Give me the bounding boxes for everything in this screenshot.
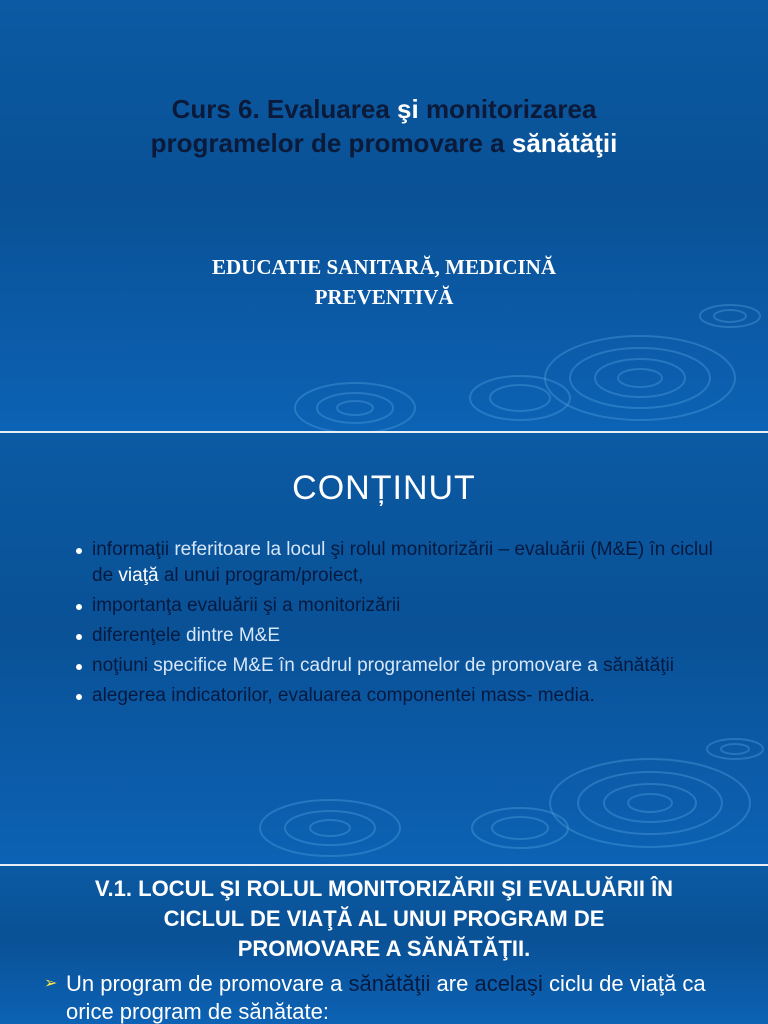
water-ripple-decoration: [0, 0, 768, 431]
item-text: dintre M&E: [180, 625, 280, 646]
content-heading: CONȚINUT: [292, 469, 476, 507]
arrow-bullet-icon: ➢: [44, 975, 58, 992]
body-text-part: sănătăţii: [348, 971, 431, 996]
body-text-part: acelaşi: [474, 971, 543, 996]
heading-line: PROMOVARE A SĂNĂTĂŢII.: [237, 936, 531, 961]
item-text: specifice M&E în cadrul programelor de promovare a: [148, 655, 604, 676]
body-text-part: are: [430, 971, 475, 996]
heading-line: CICLUL DE VIAŢĂ AL UNUI PROGRAM DE: [163, 906, 605, 931]
content-list: [72, 537, 722, 713]
list-item: [72, 537, 722, 589]
body-text-part: ciclu de viaţă ca orice program de sănătate:: [66, 971, 706, 1024]
slide-2: [0, 433, 768, 864]
item-text: referitoare la locul: [169, 539, 331, 560]
section-heading: [0, 874, 768, 964]
list-item: [72, 653, 722, 679]
bullet-icon: [76, 548, 82, 554]
bullet-icon: [76, 604, 82, 610]
list-item: [72, 623, 722, 649]
title-text-highlight: şi: [397, 94, 419, 124]
slide-1-subtitle: [0, 252, 768, 312]
body-text: [44, 970, 744, 1024]
bullet-icon: [76, 634, 82, 640]
item-text: şi rolul monitorizării – evaluării (M&E) în ciclul de: [92, 539, 713, 586]
item-text: al unui program/proiect,: [158, 565, 364, 586]
item-text: diferenţele: [92, 625, 181, 646]
item-text: noţiuni: [92, 655, 148, 676]
title-text: monitorizarea: [418, 94, 597, 124]
slide-3: [0, 866, 768, 1024]
item-text: importanţa evaluării şi a monitorizării: [92, 595, 401, 616]
slide-1: [0, 0, 768, 431]
subtitle-line: PREVENTIVĂ: [314, 285, 454, 309]
list-item: [72, 593, 722, 619]
heading-line: V.1. LOCUL ŞI ROLUL MONITORIZĂRII ŞI EVALUĂRII ÎN: [94, 876, 674, 901]
item-text: viaţă: [118, 565, 159, 586]
bullet-icon: [76, 664, 82, 670]
subtitle-line: EDUCATIE SANITARĂ, MEDICINĂ: [211, 255, 556, 279]
title-text: Curs 6. Evaluarea: [171, 94, 398, 124]
title-text-highlight: sănătăţii: [511, 128, 618, 158]
item-text: informaţii: [92, 539, 170, 560]
item-text: alegerea indicatorilor, evaluarea componentei mass- media.: [92, 685, 595, 706]
body-text-part: Un program de promovare a: [66, 971, 349, 996]
list-item: [72, 683, 722, 709]
bullet-icon: [76, 694, 82, 700]
section-body: [44, 970, 744, 1024]
item-text: sănătăţii: [603, 655, 674, 676]
title-text: programelor de promovare a: [150, 128, 512, 158]
slide-1-title: [0, 92, 768, 160]
